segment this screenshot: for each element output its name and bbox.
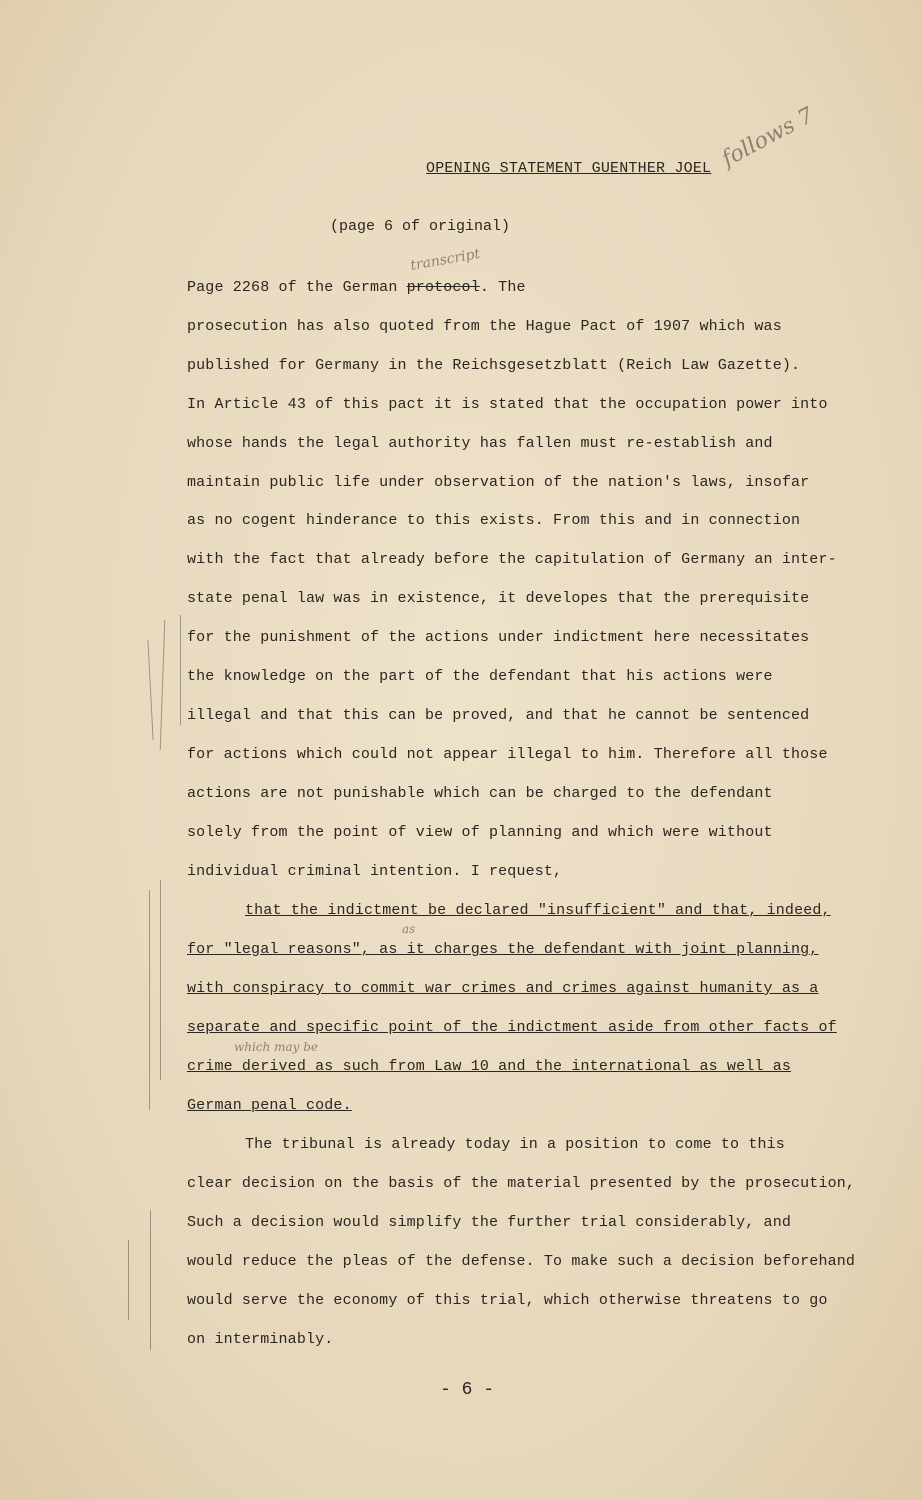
margin-bracket-mark [147, 640, 153, 740]
text-line-11: the knowledge on the part of the defendant that his actions were [187, 668, 773, 685]
handwritten-insert-note: which may be [234, 1040, 319, 1054]
text-line-15: solely from the point of view of planning and which were without [187, 824, 773, 841]
text-line-8: with the fact that already before the capitulation of Germany an inter- [187, 551, 837, 568]
margin-bracket-mark [180, 615, 181, 725]
text-line-24: clear decision on the basis of the material presented by the prosecution, [187, 1175, 856, 1192]
text-line-21: crime derived as such from Law 10 and the international as well as [187, 1058, 791, 1075]
margin-bracket-mark [150, 1210, 151, 1350]
struck-word: protocol [406, 279, 480, 296]
text-line-18: for "legal reasons", as it charges the defendant with joint planning, [187, 941, 819, 958]
line1-post: . The [479, 279, 526, 296]
text-line-16: individual criminal intention. I request, [187, 863, 563, 880]
text-line-4: In Article 43 of this pact it is stated that the occupation power into [187, 396, 828, 413]
text-line-10: for the punishment of the actions under indictment here necessitates [187, 629, 810, 646]
text-line-9: state penal law was in existence, it developes that the prerequisite [187, 590, 810, 607]
text-line-1 [187, 279, 526, 296]
text-line-20: separate and specific point of the indictment aside from other facts of [187, 1019, 837, 1036]
text-line-27: would serve the economy of this trial, which otherwise threatens to go [187, 1292, 828, 1309]
margin-bracket-mark [160, 880, 161, 1080]
text-line-2: prosecution has also quoted from the Hague Pact of 1907 which was [187, 318, 782, 335]
text-line-28: on interminably. [187, 1331, 334, 1348]
margin-note-follows: follows 7 [718, 103, 818, 173]
margin-bracket-mark [149, 890, 150, 1110]
text-line-14: actions are not punishable which can be charged to the defendant [187, 785, 773, 802]
document-subtitle: (page 6 of original) [330, 218, 511, 235]
page-number: - 6 - [440, 1380, 495, 1400]
document-title: OPENING STATEMENT GUENTHER JOEL [426, 160, 712, 177]
text-line-26: would reduce the pleas of the defense. To make such a decision beforehand [187, 1253, 856, 1270]
text-line-12: illegal and that this can be proved, and that he cannot be sentenced [187, 707, 810, 724]
text-line-23: The tribunal is already today in a position to come to this [245, 1136, 785, 1153]
text-line-5: whose hands the legal authority has fallen must re-establish and [187, 435, 773, 452]
text-line-17: that the indictment be declared "insufficient" and that, indeed, [245, 902, 831, 919]
text-line-25: Such a decision would simplify the further trial considerably, and [187, 1214, 791, 1231]
text-line-7: as no cogent hinderance to this exists. From this and in connection [187, 512, 801, 529]
line1-pre: Page 2268 of the German [187, 279, 407, 296]
margin-bracket-mark [128, 1240, 129, 1320]
text-line-22: German penal code. [187, 1097, 352, 1114]
margin-bracket-mark [160, 620, 166, 750]
text-line-19: with conspiracy to commit war crimes and crimes against humanity as a [187, 980, 819, 997]
text-line-13: for actions which could not appear illegal to him. Therefore all those [187, 746, 828, 763]
handwritten-as-note: as [402, 922, 416, 936]
handwritten-transcript-note: transcript [409, 246, 482, 274]
text-line-3: published for Germany in the Reichsgesetzblatt (Reich Law Gazette). [187, 357, 801, 374]
text-line-6: maintain public life under observation of the nation's laws, insofar [187, 474, 810, 491]
